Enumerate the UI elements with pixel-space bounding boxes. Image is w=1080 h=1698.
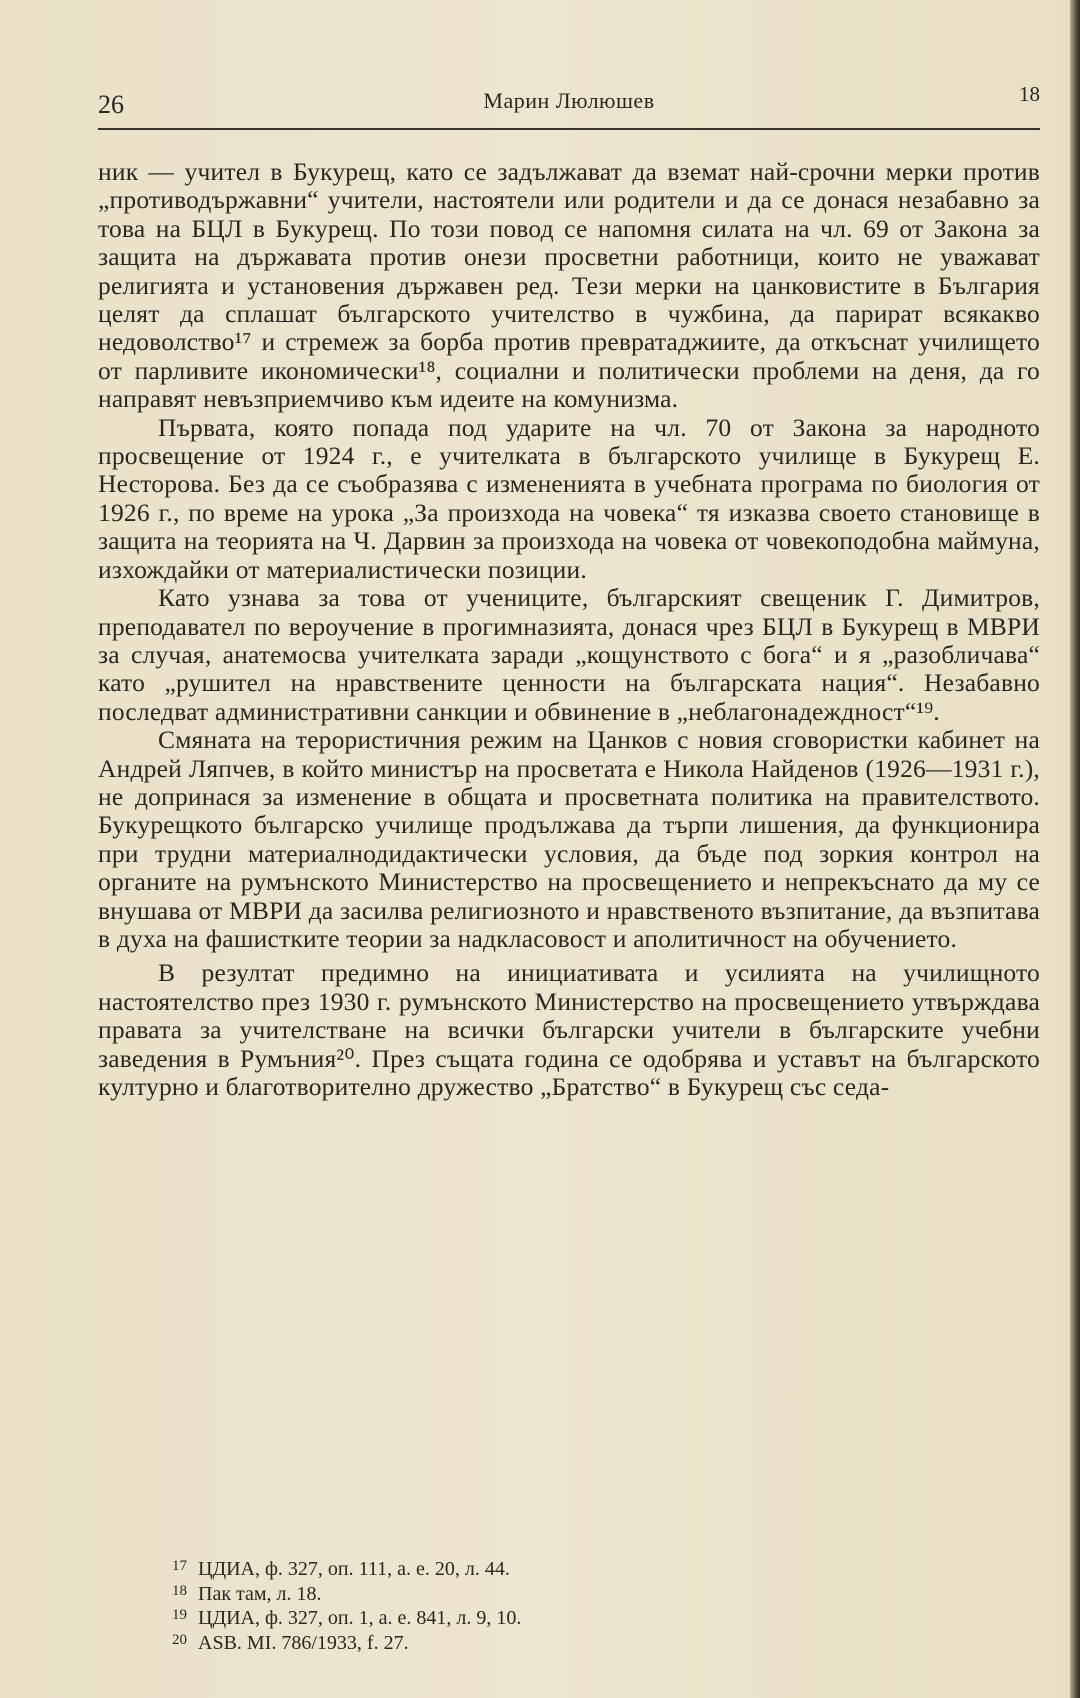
footnote-text: ЦДИА, ф. 327, оп. 1, а. е. 841, л. 9, 10.: [198, 1607, 522, 1629]
footnote-number: 19: [172, 1607, 187, 1623]
footnotes: [172, 1557, 972, 1655]
page-number: 26: [98, 90, 124, 119]
header-rule: [98, 128, 1040, 130]
paragraph: Смяната на терористичния режим на Цанков с новия сговористки кабинет на Андрей Ляпчев, в който министър на просветата е Никола Найденов (1926—1931 г.), не допринася за изменение в общата и просветната политика на правителството. Букурещкото българско училище продължава да търпи лишения, да функционира при трудни материалнодидактически условия, да бъде под зоркия контрол на органите на румънското Министерство на просвещението и непрекъснато да му се внушава от МВРИ да засилва религиозното и нравственото възпитание, да възпитава в духа на фашистките теории за надкласовост и аполитичност на обучението.: [98, 725, 1040, 953]
footnote: [172, 1631, 972, 1656]
footnote-text: Пак там, л. 18.: [198, 1582, 322, 1605]
footnote: [172, 1606, 972, 1631]
footnote-number: 20: [172, 1631, 187, 1648]
paragraph: В резултат предимно на инициативата и усилията на училищното настоятелство през 1930 г. румънското Министерство на просвещението утвърждава правата за учителстване на всички български учители в българските учебни заведения в Румъния²⁰. През същата година се одобрява и уставът на българското културно и благотворително дружество „Братство“ в Букурещ със седа-: [98, 958, 1040, 1101]
footnote: [172, 1557, 972, 1582]
paragraph: Първата, която попада под ударите на чл. 70 от Закона за народното просвещение от 1924 г., е учителката в българското училище в Букурещ Е. Несторова. Без да се съобразява с измененията в учебната програма по биология от 1926 г., по време на урока „За произхода на човека“ тя изказва своето становище в защита на теорията на Ч. Дарвин за произхода на човека от човекоподобна маймуна, изхождайки от материалистически позиции.: [98, 412, 1040, 584]
main-text: [98, 158, 1040, 1101]
footnote-text: ASB. MI. 786/1933, f. 27.: [198, 1631, 409, 1654]
running-head: Марин Люлюшев: [483, 88, 655, 113]
footnote: [172, 1582, 972, 1607]
page-header: [98, 82, 1040, 122]
footnote-number: 17: [172, 1558, 187, 1574]
page-spine-edge: [1070, 0, 1080, 1698]
footnote-number: 18: [172, 1582, 187, 1599]
paragraph: ник — учител в Букурещ, като се задължават да вземат най-срочни мерки против „противодържавни“ учители, настоятели или родители и да се донася незабавно за това на БЦЛ в Букурещ. По този повод се напомня силата на чл. 69 от Закона за защита на държавата против онези просветни работници, които не уважават религията и установения държавен ред. Тези мерки на цанковистите в България целят да сплашат българското учителство в чужбина, да парират всякакво недоволство¹⁷ и стремеж за борба против превратаджиите, да откъснат училището от парливите икономически¹⁸, социални и политически проблеми на деня, да го направят невъзприемчиво към идеите на комунизма.: [98, 157, 1040, 414]
footnote-text: ЦДИА, ф. 327, оп. 111, а. е. 20, л. 44.: [198, 1558, 510, 1580]
chapter-number: 18: [1019, 82, 1040, 106]
paragraph: Като узнава за това от учениците, българският свещеник Г. Димитров, преподавател по вероучение в прогимназията, донася чрез БЦЛ в Букурещ в МВРИ за случая, анатемосва учителката заради „кощунството с бога“ и я „разобличава“ като „рушител на нравствените ценности на българската нация“. Незабавно последват административни санкции и обвинение в „неблагонадеждност“¹⁹.: [98, 583, 1040, 726]
